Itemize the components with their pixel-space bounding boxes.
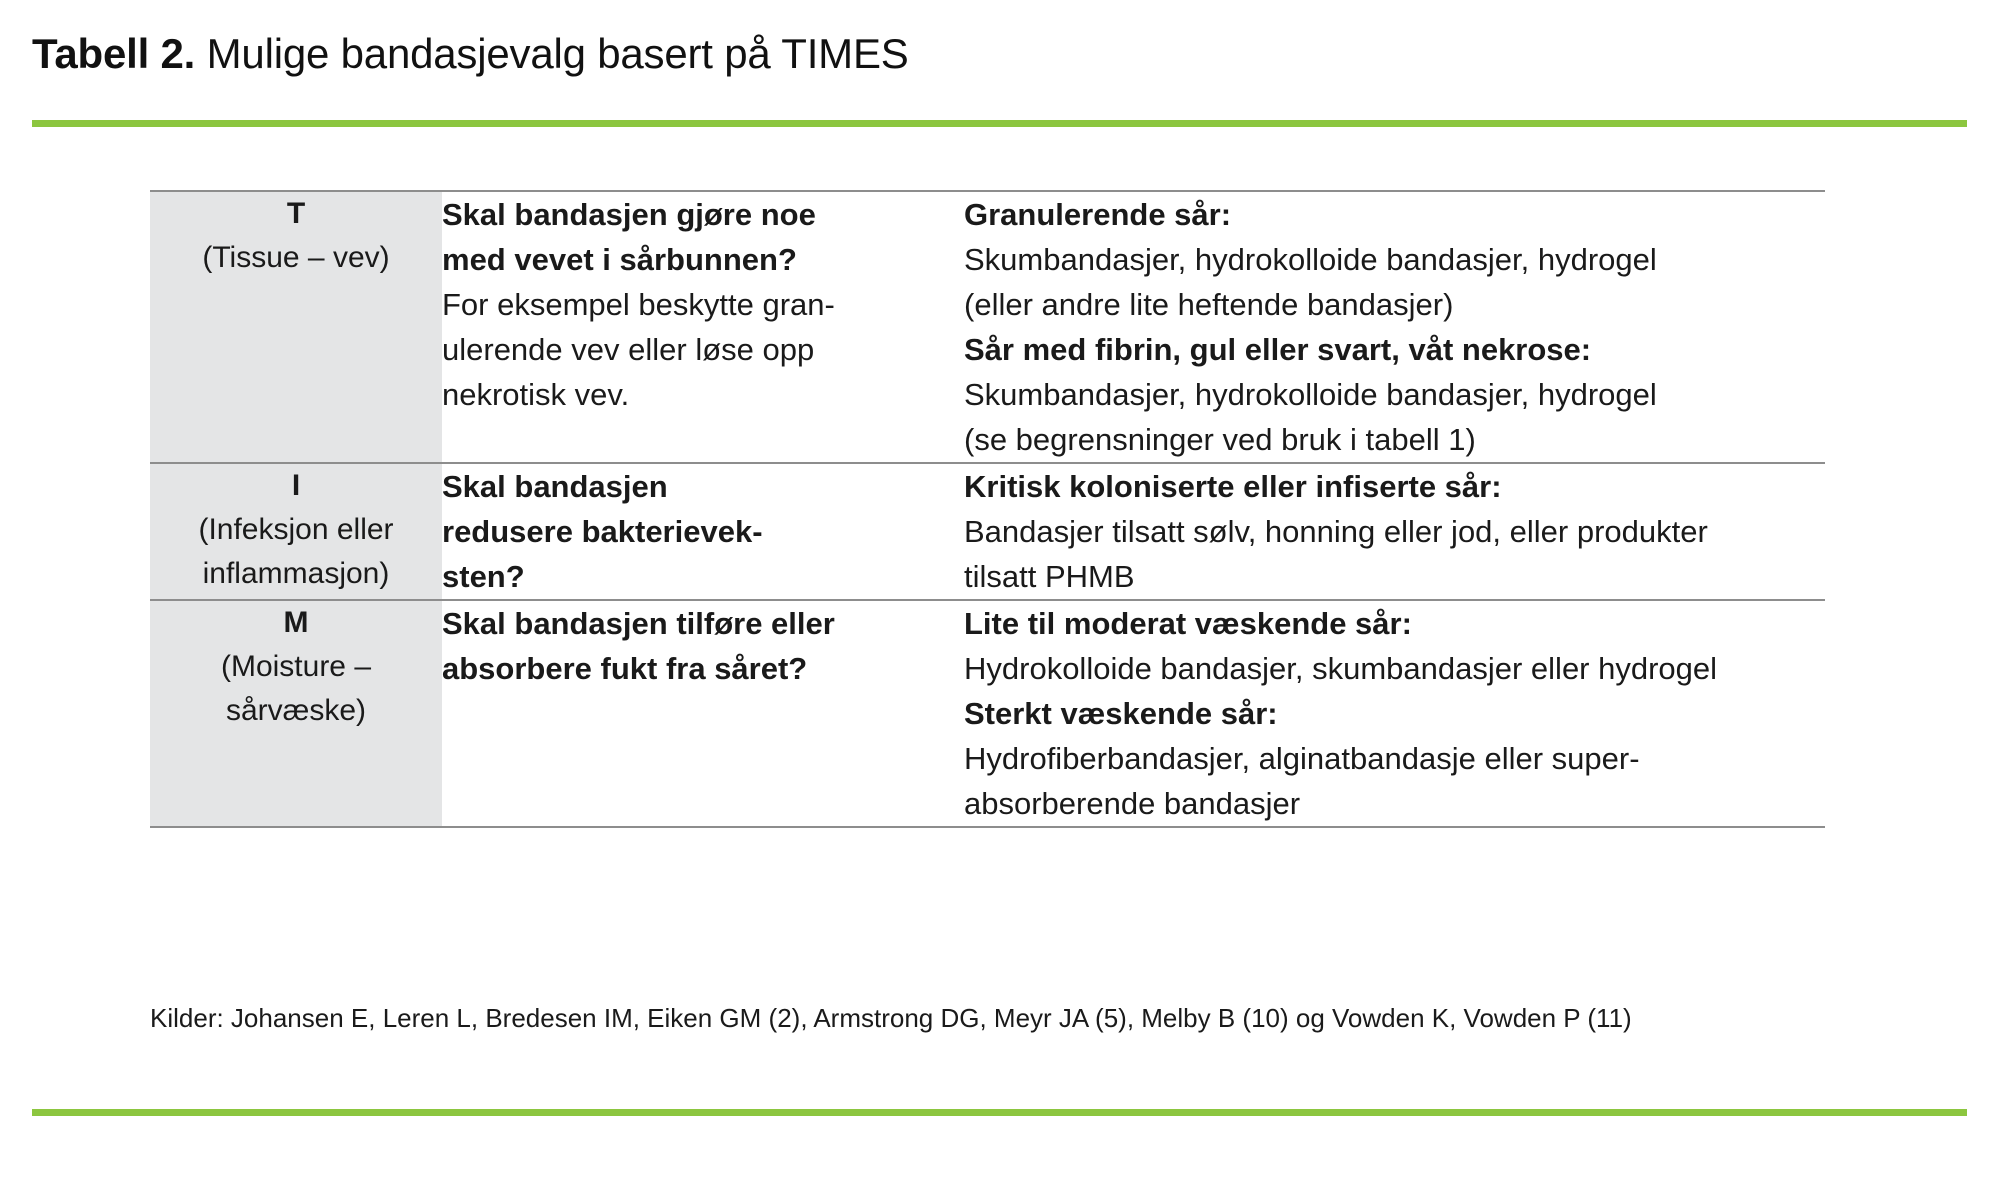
- row-key-letter: T: [286, 197, 306, 230]
- table-row: [150, 463, 1825, 600]
- times-table-container: [150, 190, 1825, 828]
- answer-line: Bandasjer tilsatt sølv, honning eller jod, eller produkter: [964, 514, 1708, 549]
- times-table-body: [150, 191, 1825, 827]
- answer-line: Hydrofiberbandasjer, alginatbandasje eller super-: [964, 741, 1640, 776]
- question-line: absorbere fukt fra såret?: [442, 651, 808, 686]
- row-key-letter: M: [283, 606, 309, 639]
- row-key-cell: [150, 463, 442, 600]
- row-key-expansion: (Tissue – vev): [202, 241, 390, 274]
- row-question-cell: [442, 191, 964, 463]
- times-table: [150, 190, 1825, 828]
- answer-heading: Granulerende sår:: [964, 197, 1232, 232]
- answer-heading: Kritisk koloniserte eller infiserte sår:: [964, 469, 1502, 504]
- answer-heading: Lite til moderat væskende sår:: [964, 606, 1412, 641]
- answer-line: Hydrokolloide bandasjer, skumbandasjer eller hydrogel: [964, 651, 1718, 686]
- question-detail-line: ulerende vev eller løse opp: [442, 332, 815, 367]
- source-note: Kilder: Johansen E, Leren L, Bredesen IM, Eiken GM (2), Armstrong DG, Meyr JA (5), Melby B (10) og Vowden K, Vowden P (11): [150, 1003, 1632, 1033]
- row-question-cell: [442, 463, 964, 600]
- table-caption: Mulige bandasjevalg basert på TIMES: [206, 30, 909, 77]
- question-line: Skal bandasjen: [442, 469, 668, 504]
- row-key-cell: [150, 600, 442, 827]
- answer-line: tilsatt PHMB: [964, 559, 1135, 594]
- answer-line: (eller andre lite heftende bandasjer): [964, 287, 1454, 322]
- page-title: [32, 28, 1832, 80]
- table-row: [150, 600, 1825, 827]
- table-number: Tabell 2.: [32, 30, 196, 77]
- question-line: Skal bandasjen tilføre eller: [442, 606, 835, 641]
- row-answer-cell: [964, 191, 1825, 463]
- row-key-expansion: (Infeksjon eller inflammasjon): [198, 513, 394, 590]
- accent-rule-top: [32, 120, 1967, 127]
- row-key-letter: I: [291, 469, 301, 502]
- row-key-cell: [150, 191, 442, 463]
- answer-line: (se begrensninger ved bruk i tabell 1): [964, 422, 1476, 457]
- answer-line: Skumbandasjer, hydrokolloide bandasjer, hydrogel: [964, 242, 1657, 277]
- row-key-expansion: (Moisture – sårvæske): [220, 650, 372, 727]
- answer-line: Skumbandasjer, hydrokolloide bandasjer, hydrogel: [964, 377, 1657, 412]
- table-row: [150, 191, 1825, 463]
- accent-rule-bottom: [32, 1109, 1967, 1116]
- answer-heading: Sterkt væskende sår:: [964, 696, 1278, 731]
- question-line: sten?: [442, 559, 525, 594]
- question-detail-line: For eksempel beskytte gran-: [442, 287, 835, 322]
- answer-line: absorberende bandasjer: [964, 786, 1301, 821]
- row-answer-cell: [964, 463, 1825, 600]
- row-question-cell: [442, 600, 964, 827]
- row-answer-cell: [964, 600, 1825, 827]
- question-detail-line: nekrotisk vev.: [442, 377, 630, 412]
- answer-heading: Sår med fibrin, gul eller svart, våt nekrose:: [964, 332, 1592, 367]
- question-line: redusere bakterievek-: [442, 514, 763, 549]
- question-line: Skal bandasjen gjøre noe: [442, 197, 816, 232]
- question-line: med vevet i sårbunnen?: [442, 242, 797, 277]
